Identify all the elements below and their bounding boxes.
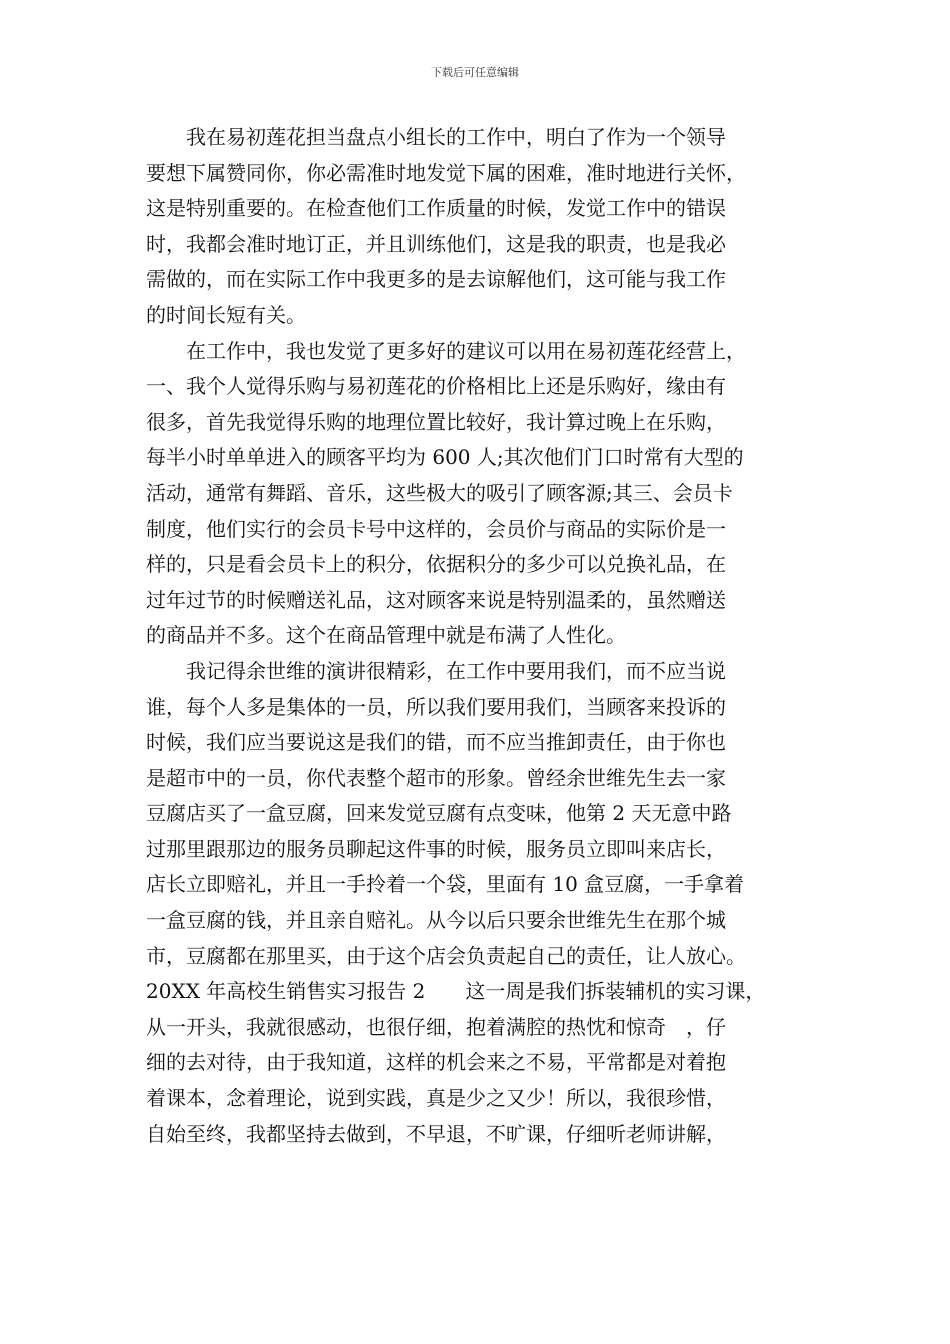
text-line: 谁，每个人多是集体的一员，所以我们要用我们，当顾客来投诉的 xyxy=(146,694,726,719)
text-line: 一盒豆腐的钱，并且亲自赔礼。从今以后只要余世维先生在那个城 xyxy=(146,908,726,933)
text-line: 的时间长短有关。 xyxy=(146,302,306,327)
text-line: 我记得余世维的演讲很精彩，在工作中要用我们，而不应当说 xyxy=(186,658,726,683)
paragraph-4 xyxy=(146,974,822,1152)
text-line: 这是特别重要的。在检查他们工作质量的时候，发觉工作中的错误 xyxy=(146,196,726,221)
paragraph-3 xyxy=(146,654,822,974)
text-line: 很多，首先我觉得乐购的地理位置比较好，我计算过晚上在乐购， xyxy=(146,409,726,434)
text-line: 着课本，念着理论，说到实践，真是少之又少！所以，我很珍惜， xyxy=(146,1086,726,1111)
text-line: 活动，通常有舞蹈、音乐，这些极大的吸引了顾客源;其三、会员卡 xyxy=(146,480,733,505)
text-line: 制度，他们实行的会员卡号中这样的，会员价与商品的实际价是一 xyxy=(146,516,726,541)
text-line: 自始至终，我都坚持去做到，不早退，不旷课，仔细听老师讲解， xyxy=(146,1121,726,1146)
text-line: 豆腐店买了一盒豆腐，回来发觉豆腐有点变味，他第 2 天无意中路 xyxy=(146,801,732,826)
document-body xyxy=(146,120,822,1152)
text-line: 市，豆腐都在那里买，由于这个店会负责起自己的责任，让人放心。 xyxy=(146,943,746,968)
text-line: 20XX 年高校生销售实习报告 2 这一周是我们拆装辅机的实习课， xyxy=(146,979,766,1004)
text-line: 需做的，而在实际工作中我更多的是去谅解他们，这可能与我工作 xyxy=(146,267,726,292)
text-line: 时，我都会准时地订正，并且训练他们，这是我的职责，也是我必 xyxy=(146,231,726,256)
text-line: 过那里跟那边的服务员聊起这件事的时候，服务员立即叫来店长， xyxy=(146,836,726,861)
text-line: 要想下属赞同你，你必需准时地发觉下属的困难，准时地进行关怀， xyxy=(146,160,746,185)
text-line: 在工作中，我也发觉了更多好的建议可以用在易初莲花经营上， xyxy=(186,338,746,363)
text-line: 店长立即赔礼，并且一手拎着一个袋，里面有 10 盒豆腐，一手拿着 xyxy=(146,872,745,897)
text-line: 过年过节的时候赠送礼品，这对顾客来说是特别温柔的，虽然赠送 xyxy=(146,587,726,612)
text-line: 时候，我们应当要说这是我们的错，而不应当推卸责任，由于你也 xyxy=(146,730,726,755)
text-line: 我在易初莲花担当盘点小组长的工作中，明白了作为一个领导 xyxy=(186,125,726,149)
text-line: 一、我个人觉得乐购与易初莲花的价格相比上还是乐购好，缘由有 xyxy=(146,374,726,399)
paragraph-2 xyxy=(146,334,822,654)
text-line: 的商品并不多。这个在商品管理中就是布满了人性化。 xyxy=(146,623,626,648)
text-line: 细的去对待，由于我知道，这样的机会来之不易，平常都是对着抱 xyxy=(146,1050,726,1075)
text-line: 从一开头，我就很感动，也很仔细，抱着满腔的热忱和惊奇 ，仔 xyxy=(146,1014,726,1039)
text-line: 每半小时单单进入的顾客平均为 600 人;其次他们门口时常有大型的 xyxy=(146,445,744,470)
text-line: 是超市中的一员，你代表整个超市的形象。曾经余世维先生去一家 xyxy=(146,765,726,790)
text-line: 样的，只是看会员卡上的积分，依据积分的多少可以兑换礼品，在 xyxy=(146,552,726,577)
paragraph-1 xyxy=(146,120,822,334)
page-header: 下载后可任意编辑 xyxy=(431,66,519,79)
